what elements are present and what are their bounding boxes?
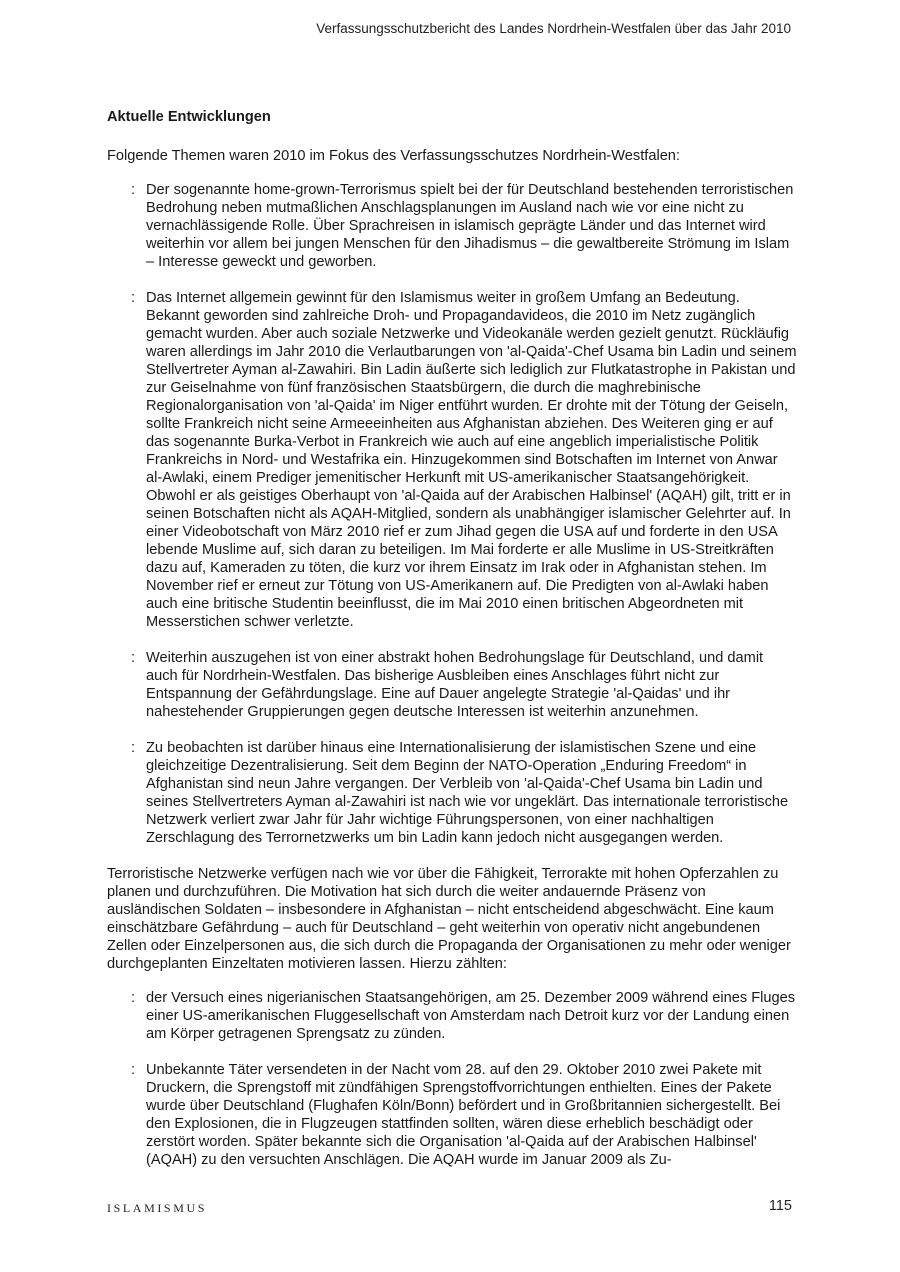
bullet-item bbox=[107, 989, 797, 1043]
bullet-item bbox=[107, 181, 797, 271]
bullet-marker: : bbox=[131, 290, 136, 306]
page-content bbox=[107, 108, 797, 1187]
bullet-text: der Versuch eines nigerianischen Staatsangehörigen, am 25. Dezember 2009 während eines Fluges einer US-amerikanischen Fluggesellschaft von Amsterdam nach Detroit kurz vor der Landung einen am Körper getragenen Sprengsatz zu zünden. bbox=[146, 990, 796, 1042]
running-header: Verfassungsschutzbericht des Landes Nordrhein-Westfalen über das Jahr 2010 bbox=[316, 21, 791, 36]
bullet-item bbox=[107, 1061, 797, 1169]
footer-section-label: ISLAMISMUS bbox=[107, 1201, 208, 1215]
bullet-text: Das Internet allgemein gewinnt für den Islamismus weiter in großem Umfang an Bedeutung. Bekannt geworden sind zahlreiche Droh- und Propagandavideos, die 2010 im Netz zugänglich gemacht wurden. Aber auch soziale Netzwerke und Videokanäle werden gezielt genutzt. Rückläufig waren allerdings im Jahr 2010 die Verlautbarungen von 'al-Qaida'-Chef Usama bin Ladin und seinem Stellvertreter Ayman al-Zawahiri. Bin Ladin äußerte sich lediglich zur Flutkatastrophe in Pakistan und zur Geiselnahme von fünf französischen Staatsbürgern, die durch die maghrebinische Regionalorganisation von 'al-Qaida' im Niger entführt wurden. Er drohte mit der Tötung der Geiseln, sollte Frankreich nicht seine Armeeeinheiten aus Afghanistan abziehen. Des Weiteren ging er auf das sogenannte Burka-Verbot in Frankreich wie auch auf eine angeblich imperialistische Politik Frankreichs in Nord- und Westafrika ein. Hinzugekommen sind Botschaften im Internet von Anwar al-Awlaki, einem Prediger jemenitischer Herkunft mit US-amerikanischer Staatsangehörigkeit. Obwohl er als geistiges Oberhaupt von 'al-Qaida auf der Arabischen Halbinsel' (AQAH) gilt, tritt er in seinen Botschaften nicht als AQAH-Mitglied, sondern als unabhängiger islamischer Gelehrter auf. In einer Videobotschaft von März 2010 rief er zum Jihad gegen die USA auf und forderte in den USA lebende Muslime auf, sich daran zu beteiligen. Im Mai forderte er alle Muslime in US-Streitkräften dazu auf, Kameraden zu töten, die kurz vor ihrem Einsatz im Irak oder in Afghanistan stehen. Im November rief er erneut zur Tötung von US-Amerikanern auf. Die Predigten von al-Awlaki haben auch eine britische Studentin beeinflusst, die im Mai 2010 einen britischen Abgeordneten mit Messerstichen schwer verletzte. bbox=[146, 290, 797, 630]
bullet-item bbox=[107, 739, 797, 847]
bullet-text: Unbekannte Täter versendeten in der Nacht vom 28. auf den 29. Oktober 2010 zwei Pakete mit Druckern, die Sprengstoff mit zündfähigen Sprengstoffvorrichtungen enthielten. Eines der Pakete wurde über Deutschland (Flughafen Köln/Bonn) befördert und in Großbritannien sichergestellt. Bei den Explosionen, die in Flugzeugen stattfinden sollten, wären diese erheblich beschädigt oder zerstört worden. Später bekannte sich die Organisation 'al-Qaida auf der Arabischen Halbinsel' (AQAH) zu den versuchten Anschlägen. Die AQAH wurde im Januar 2009 als Zu- bbox=[146, 1062, 781, 1168]
intro-paragraph: Folgende Themen waren 2010 im Fokus des Verfassungsschutzes Nordrhein-Westfalen: bbox=[107, 148, 680, 164]
bullet-marker: : bbox=[131, 182, 136, 198]
bullet-marker: : bbox=[131, 990, 136, 1006]
bullet-item bbox=[107, 289, 797, 631]
bullet-marker: : bbox=[131, 1062, 136, 1078]
bullet-text: Weiterhin auszugehen ist von einer abstrakt hohen Bedrohungslage für Deutschland, und damit auch für Nordrhein-Westfalen. Das bisherige Ausbleiben eines Anschlages führt nicht zur Entspannung der Gefährdungslage. Eine auf Dauer angelegte Strategie 'al-Qaidas' und ihr nahestehender Gruppierungen gegen deutsche Interessen ist weiterhin anzunehmen. bbox=[146, 650, 764, 720]
bullet-text: Zu beobachten ist darüber hinaus eine Internationalisierung der islamistischen Szene und eine gleichzeitige Dezentralisierung. Seit dem Beginn der NATO-Operation „Enduring Freedom“ in Afghanistan sind neun Jahre vergangen. Der Verbleib von 'al-Qaida'-Chef Usama bin Ladin und seines Stellvertreters Ayman al-Zawahiri ist nach wie vor ungeklärt. Das internationale terroristische Netzwerk verliert zwar Jahr für Jahr wichtige Führungspersonen, von einer nachhaltigen Zerschlagung des Terrornetzwerks um bin Ladin kann jedoch nicht ausgegangen werden. bbox=[146, 740, 789, 846]
bullet-item bbox=[107, 649, 797, 721]
page-number: 115 bbox=[768, 1198, 792, 1214]
bullet-marker: : bbox=[131, 650, 136, 666]
section-heading: Aktuelle Entwicklungen bbox=[107, 109, 271, 125]
bullet-marker: : bbox=[131, 740, 136, 756]
bullet-text: Der sogenannte home-grown-Terrorismus spielt bei der für Deutschland bestehenden terroristischen Bedrohung neben mutmaßlichen Anschlagsplanungen im Ausland nach wie vor eine nicht zu vernachlässigende Rolle. Über Sprachreisen in islamisch geprägte Länder und das Internet wird weiterhin vor allem bei jungen Menschen für den Jihadismus – die gewaltbereite Strömung im Islam – Interesse geweckt und geworben. bbox=[146, 182, 794, 270]
body-paragraph: Terroristische Netzwerke verfügen nach wie vor über die Fähigkeit, Terrorakte mit hohen Opferzahlen zu planen und durchzuführen. Die Motivation hat sich durch die weiter andauernde Präsenz von ausländischen Soldaten – insbesondere in Afghanistan – nicht entscheidend abgeschwächt. Eine kaum einschätzbare Gefährdung – auch für Deutschland – geht weiterhin von operativ nicht angebundenen Zellen oder Einzelpersonen aus, die sich durch die Propaganda der Organisationen zu mehr oder weniger durchgeplanten Einzeltaten motivieren lassen. Hierzu zählten: bbox=[107, 866, 791, 972]
